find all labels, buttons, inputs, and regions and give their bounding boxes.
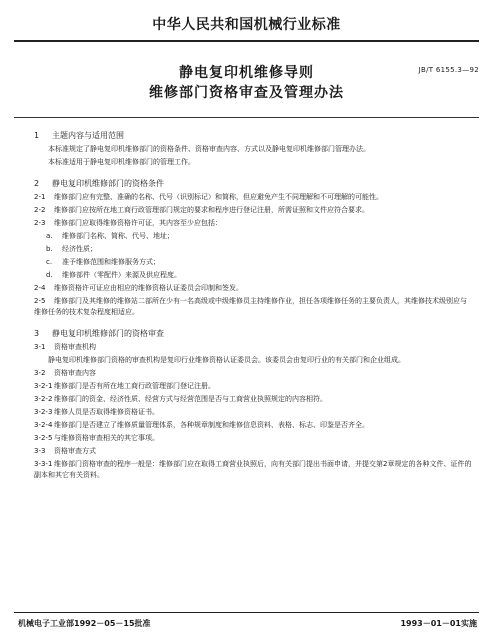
clause [34,407,473,418]
clause [34,433,473,444]
clause [34,283,473,294]
clause-text: 维修部门应取得维修资格许可证，其内容至少应包括： [54,219,222,227]
clause-number: 2-1 [34,193,46,201]
section-heading [34,328,473,339]
clause-number: 3-2-3 [34,408,53,416]
clause-number: 3-2-1 [34,382,53,390]
clause [34,368,473,379]
spacer [34,320,473,326]
clause-number: 3-2-4 [34,421,53,429]
clause-text: 与维修资格审查相关的其它事项。 [54,434,159,442]
section-number: 3 [34,329,40,338]
clause-number: 3-1 [34,343,46,351]
list-text: 经济性质； [62,245,97,253]
clause [34,459,473,481]
list-item [34,257,473,268]
clause-text: 维修部门的资金、经济性质、经营方式与经营范围是否与工商营业执照规定的内容相符。 [54,395,327,403]
section-title: 静电复印机维修部门的资格审查 [52,329,164,338]
clause-text: 资格审查机构 [54,343,96,351]
standard-category-header: 中华人民共和国机械行业标准 [152,17,341,33]
clause [34,296,473,318]
clause-text: 维修部门是否建立了维修质量管理体系，各种规章制度和维修信息资料、表格、标志、印鉴是否齐全。 [54,421,369,429]
clause-number: 3-2-5 [34,434,53,442]
clause-text: 维修部门及其维修的维修站二部所在少有一名高级或中级维修员主持维修作业，担任各项维修任务的主要负责人，其维修技术级别应与维修任务的技术复杂程度相适应。 [34,297,467,316]
clause [34,205,473,216]
paragraph: 静电复印机维修部门资格的审查机构是复印行业维修资格认证委员会。该委员会由复印行业的有关部门和企业组成。 [48,356,405,364]
section-title: 主题内容与适用范围 [52,131,124,140]
spacer [34,170,473,176]
clause-text: 维修部门应有完整、准确的名称、代号（识别标记）和简称，但应避免产生不同理解和不可理解的可能性。 [54,193,383,201]
paragraph: 本标准规定了静电复印机维修部门的资格条件、资格审查内容、方式以及静电复印机维修部门管理办法。 [48,145,370,153]
paragraph: 本标准适用于静电复印机维修部门的管理工作。 [48,158,195,166]
section-heading [34,130,473,141]
header-rule [14,40,479,42]
clause [34,446,473,457]
document-title-line2: 维修部门资格审查及管理办法 [149,85,344,101]
footer-rule [14,612,479,613]
clause [34,420,473,431]
clause-text: 维修部门是否有所在地工商行政管理部门登记注册。 [54,382,215,390]
standard-code: JB/T 6155.3—92 [418,66,479,74]
clause-text: 资格审查方式 [54,447,96,455]
approval-date: 机械电子工业部1992－05－15批准 [18,619,151,628]
clause [34,394,473,405]
list-marker: b. [46,245,53,253]
clause-number: 3-3 [34,447,46,455]
list-item [34,244,473,255]
list-item [34,231,473,242]
clause [34,381,473,392]
effective-date: 1993－01－01实施 [400,619,477,628]
list-text: 维修部件（零配件）来源及供应程度。 [62,271,181,279]
list-text: 维修部门名称、简称、代号、地址； [62,232,174,240]
list-item [34,270,473,281]
list-marker: a. [46,232,53,240]
section-number: 2 [34,179,40,188]
clause-number: 2-2 [34,206,46,214]
clause-number: 3-2 [34,369,46,377]
clause [34,218,473,229]
section-heading [34,178,473,189]
clause-text: 维修部门应按所在地工商行政管理部门规定的要求和程序进行登记注册，所需证照和文件应符合要求。 [54,206,369,214]
list-text: 准予维修范围和维修服务方式； [62,258,160,266]
clause-number: 3-2-2 [34,395,53,403]
clause [34,192,473,203]
section-title: 静电复印机维修部门的资格条件 [52,179,164,188]
clause-text: 维修资格许可证应由相应的维修资格认证委员会印制和签发。 [54,284,243,292]
title-rule [14,117,479,118]
clause-number: 2-3 [34,219,46,227]
section-number: 1 [34,131,40,140]
clause-text: 维修人员是否取得维修资格证书。 [54,408,159,416]
list-marker: c. [46,258,53,266]
clause [34,342,473,353]
clause-number: 3-3-1 [34,460,53,468]
clause-text: 维修部门资格审查的程序一般是：维修部门应在取得工商营业执照后，向有关部门提出书面申请，并提交第2章规定的各种文件、证件的副本和其它有关资料。 [34,460,472,479]
list-marker: d. [46,271,53,279]
clause-text: 资格审查内容 [54,369,96,377]
clause-number: 2-5 [34,297,46,305]
document-body [34,128,473,483]
document-title-line1: 静电复印机维修导则 [179,65,314,81]
clause-number: 2-4 [34,284,46,292]
